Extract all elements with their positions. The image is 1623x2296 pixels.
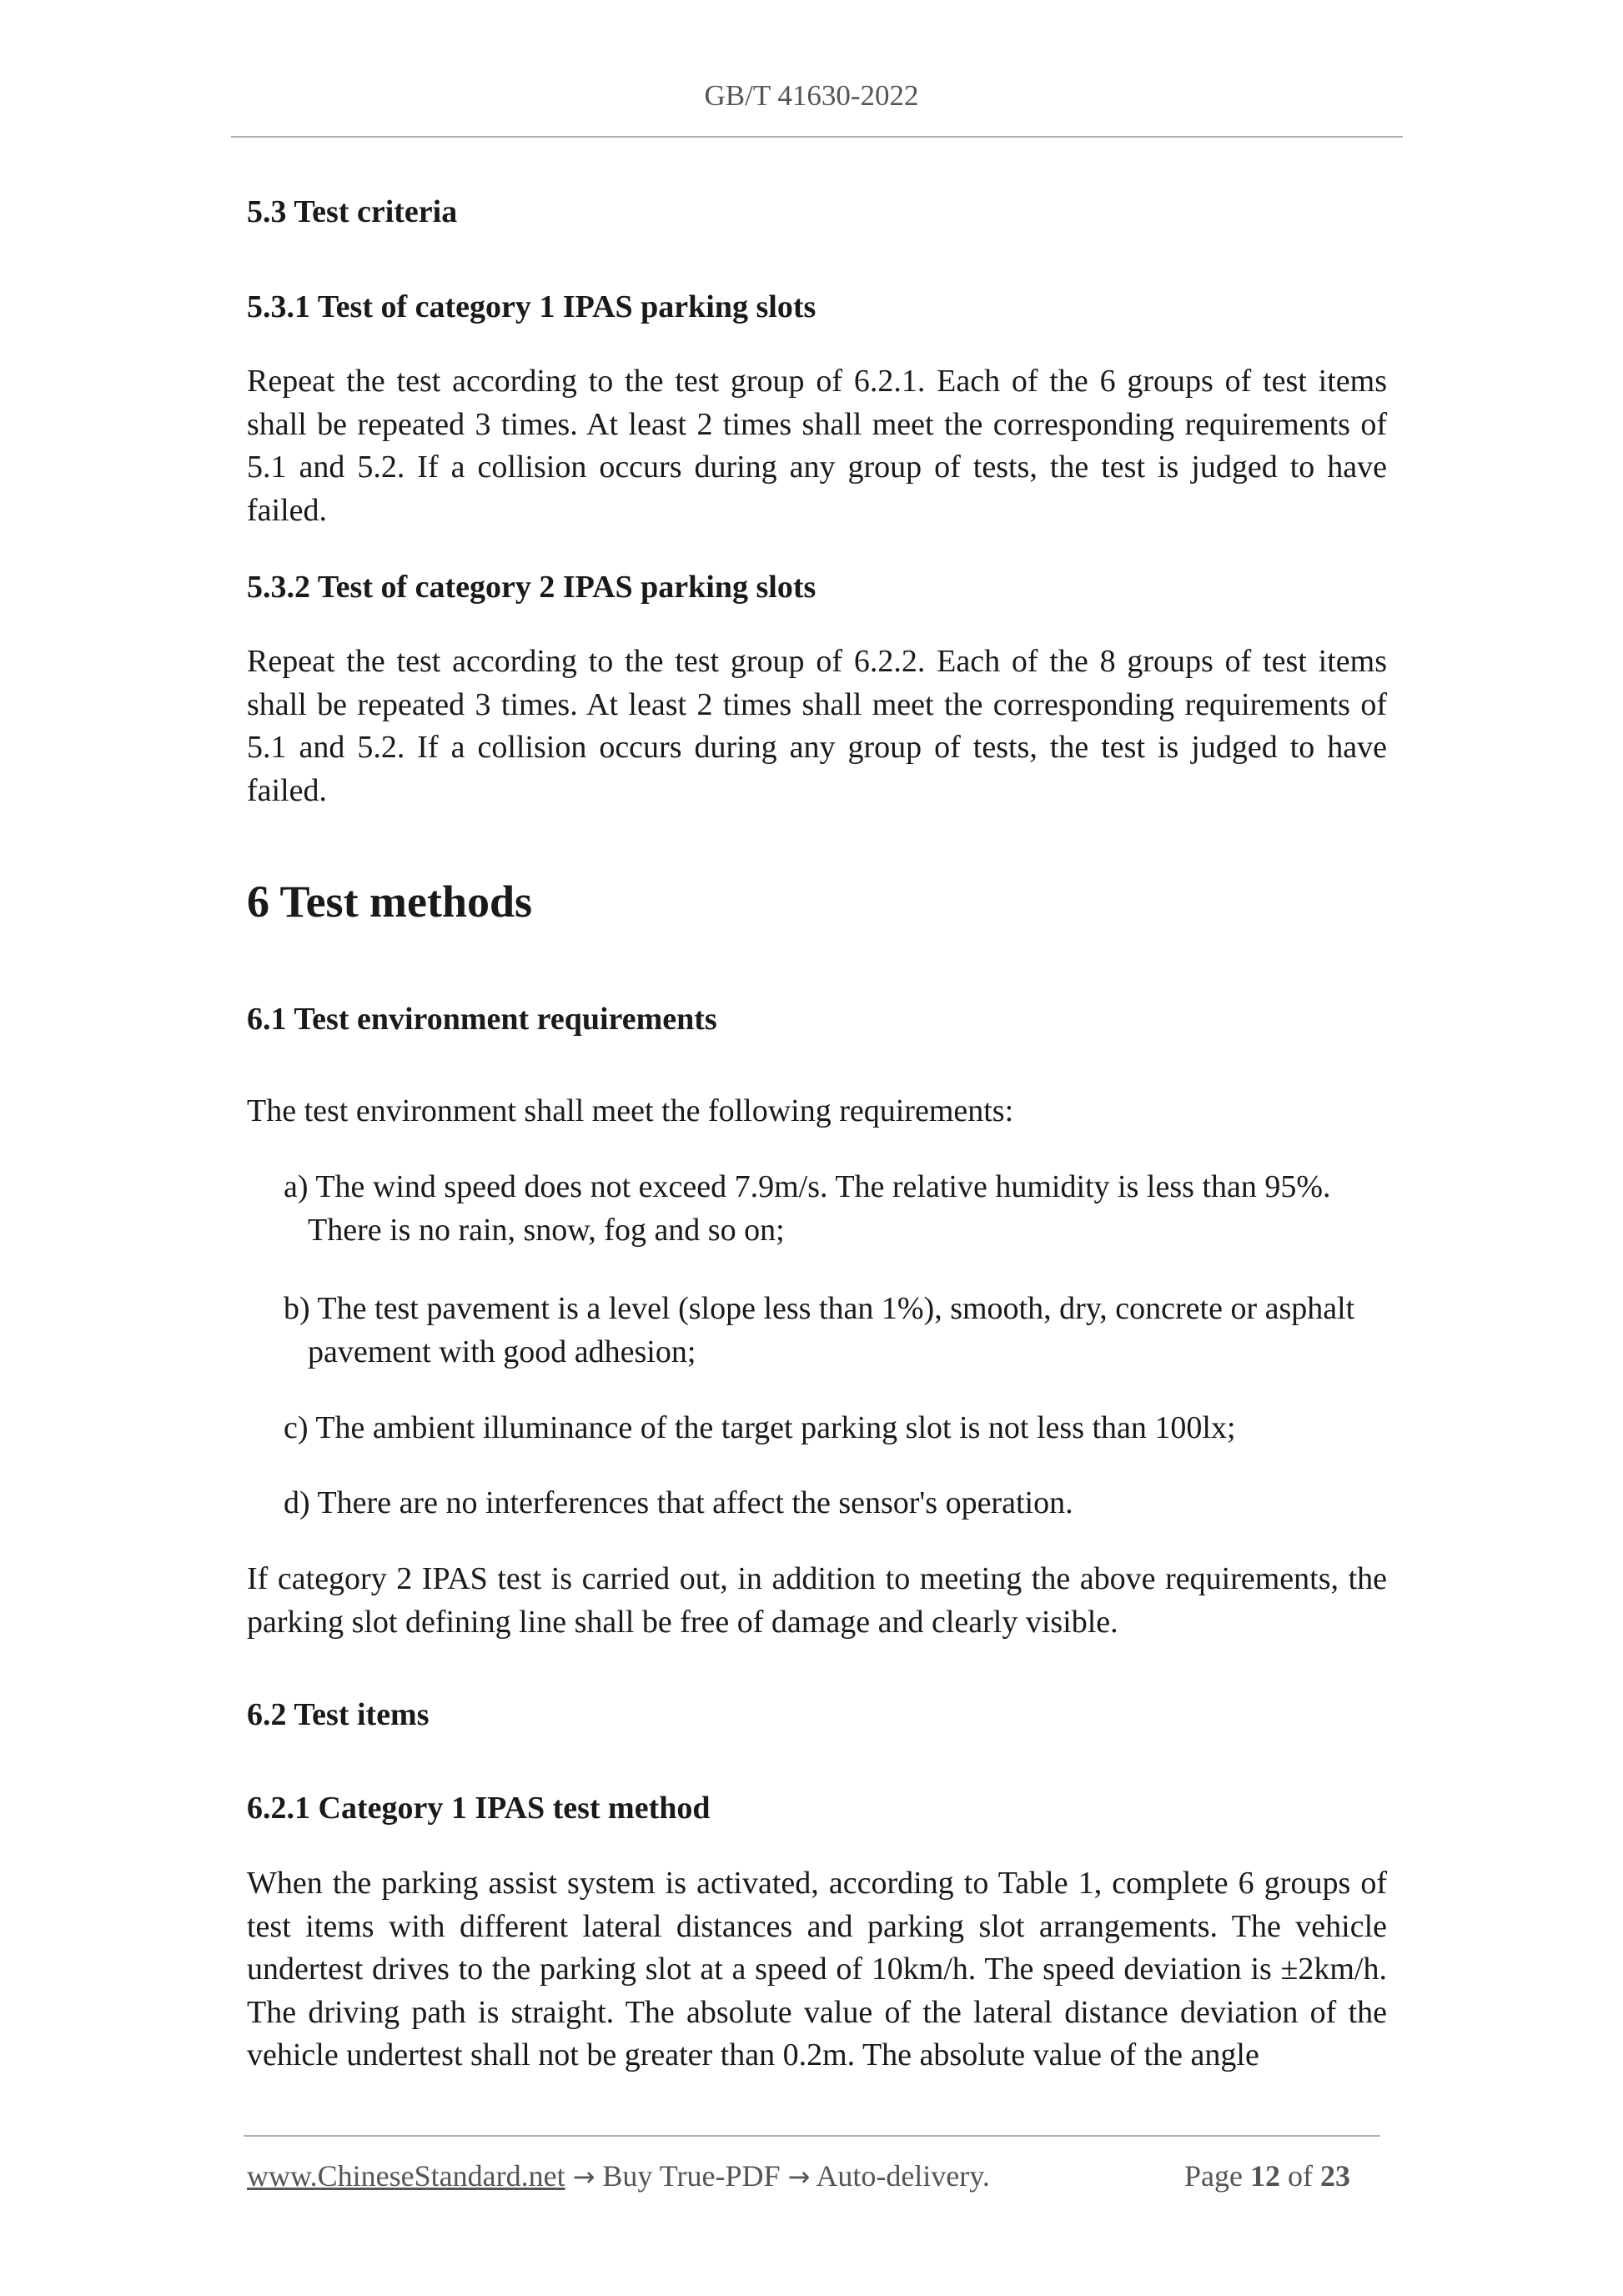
requirement-item-d: d) There are no interferences that affect the sensor's operation. [284, 1485, 1073, 1520]
page-word: Page [1184, 2159, 1243, 2193]
section-6-2-1-paragraph: When the parking assist system is activated, according to Table 1, complete 6 groups of test items with different lateral distances and parking slot arrangements. The vehicle undertest drives to the parking slot at a speed of 10km/h. The speed deviation is ±2km/h. The driving path is straight. The absolute value of the lateral distance deviation of the vehicle undertest shall not be greater than 0.2m. The absolute value of the angle [247, 1866, 1387, 2072]
total-pages: 23 [1319, 2159, 1350, 2193]
requirement-item-b: b) The test pavement is a level (slope less than 1%), smooth, dry, concrete or asphalt pavement with good adhesion; [284, 1291, 1355, 1369]
requirement-item-a: a) The wind speed does not exceed 7.9m/s. The relative humidity is less than 95%. There is no rain, snow, fog and so on; [284, 1169, 1331, 1248]
chinesestandard-link[interactable]: www.ChineseStandard.net [247, 2159, 565, 2193]
section-5-3-2-paragraph: Repeat the test according to the test group of 6.2.2. Each of the 8 groups of test items shall be repeated 3 times. At least 2 times shall meet the corresponding requirements of 5.1 and 5.2. If a collision occurs during any group of tests, the test is judged to have failed. [247, 644, 1387, 808]
footer-promo [247, 2158, 990, 2193]
section-5-3-1-heading: 5.3.1 Test of category 1 IPAS parking slots [247, 289, 817, 324]
section-6-2-1-heading: 6.2.1 Category 1 IPAS test method [247, 1791, 711, 1826]
section-5-3-heading: 5.3 Test criteria [247, 194, 458, 229]
arrow-right-icon: → [572, 2161, 595, 2193]
buy-true-pdf-text: Buy True-PDF [602, 2159, 781, 2193]
section-5-3-2-heading: 5.3.2 Test of category 2 IPAS parking slots [247, 570, 817, 605]
section-6-1-intro: The test environment shall meet the following requirements: [247, 1093, 1014, 1128]
page-number: 12 [1249, 2159, 1280, 2193]
section-6-1-heading: 6.1 Test environment requirements [247, 1002, 717, 1037]
header-divider [231, 136, 1403, 138]
requirement-item-c: c) The ambient illuminance of the target parking slot is not less than 100lx; [284, 1410, 1236, 1445]
footer-divider [244, 2135, 1380, 2137]
page-indicator [1184, 2158, 1350, 2193]
section-5-3-1-paragraph: Repeat the test according to the test group of 6.2.1. Each of the 6 groups of test items shall be repeated 3 times. At least 2 times shall meet the corresponding requirements of 5.1 and 5.2. If a collision occurs during any group of tests, the test is judged to have failed. [247, 364, 1387, 528]
running-header: GB/T 41630-2022 [704, 79, 919, 112]
of-word: of [1287, 2159, 1313, 2193]
auto-delivery-text: Auto-delivery. [816, 2159, 990, 2193]
section-6-heading: 6 Test methods [247, 877, 533, 927]
section-6-1-note: If category 2 IPAS test is carried out, in addition to meeting the above requirements, the parking slot defining line shall be free of damage and clearly visible. [247, 1561, 1387, 1640]
section-6-2-heading: 6.2 Test items [247, 1697, 430, 1732]
arrow-right-icon: → [787, 2161, 811, 2193]
